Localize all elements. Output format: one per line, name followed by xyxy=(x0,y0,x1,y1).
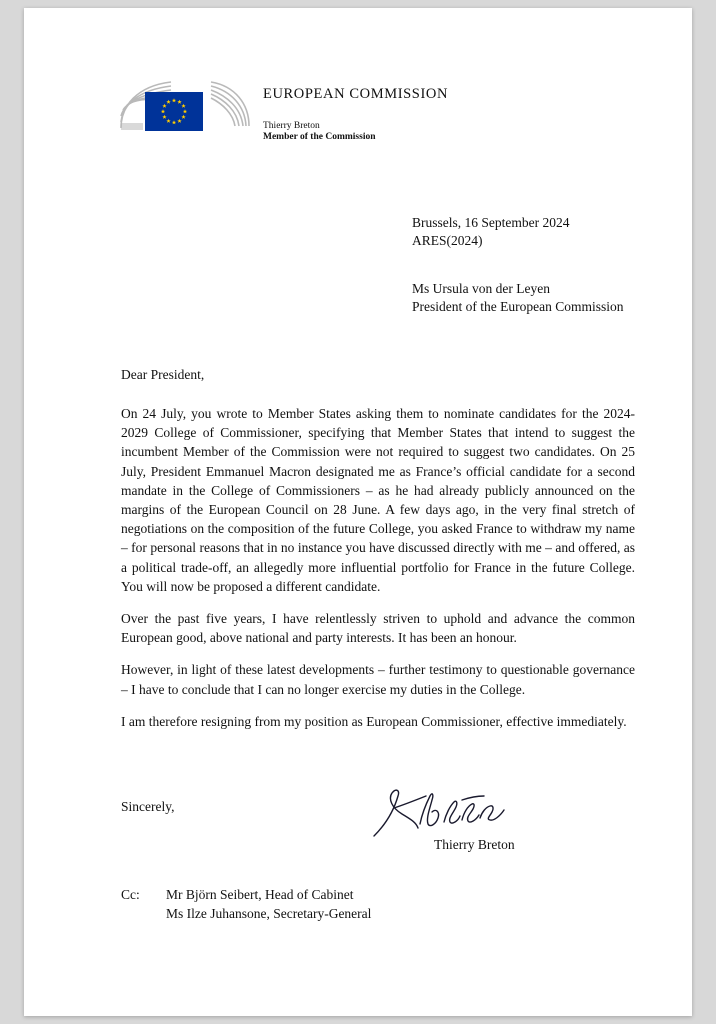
paragraph-2: Over the past five years, I have relentlessly striven to uphold and advance the common European good, above national and party interests. It has been an honour. xyxy=(121,611,635,646)
paragraph-3: However, in light of these latest developments – further testimony to questionable governance – I have to conclude that I can no longer exercise my duties in the College. xyxy=(121,662,635,697)
institution-name: EUROPEAN COMMISSION xyxy=(263,86,449,102)
cc-block xyxy=(121,885,371,923)
sender-name: Thierry Breton xyxy=(263,121,320,131)
addressee-title: President of the European Commission xyxy=(412,299,624,314)
cc-recipient-2: Ms Ilze Juhansone, Secretary-General xyxy=(166,906,372,921)
cc-recipient-1: Mr Björn Seibert, Head of Cabinet xyxy=(166,887,354,902)
paragraph-1: On 24 July, you wrote to Member States asking them to nominate candidates for the 2024-2029 College of Commissioner, specifying that Member States that intend to suggest the incumbent Member of the Commission were not required to suggest two candidates. On 25 July, President Emmanuel Macron designated me as France’s official candidate for a second mandate in the College of Commissioners – as he had already publicly announced on the margins of the European Council on 28 June. A few days ago, in the very final stretch of negotiations on the composition of the future College, you asked France to withdraw my name – for personal reasons that in no instance you have discussed directly with me – and offered, as a political trade-off, an allegedly more influential portfolio for France in the future College. You will now be proposed a different candidate. xyxy=(121,406,635,594)
letter-page xyxy=(24,8,692,1016)
closing: Sincerely, xyxy=(121,799,175,814)
sender-role: Member of the Commission xyxy=(263,132,376,142)
place-and-date xyxy=(412,214,570,250)
eu-commission-logo xyxy=(119,76,251,132)
reference-line: ARES(2024) xyxy=(412,233,483,248)
cc-recipients xyxy=(166,885,371,923)
addressee-name: Ms Ursula von der Leyen xyxy=(412,281,550,296)
addressee-block xyxy=(412,280,623,316)
salutation: Dear President, xyxy=(121,367,205,382)
letter-body xyxy=(121,404,635,744)
paragraph-4: I am therefore resigning from my position as European Commissioner, effective immediately. xyxy=(121,713,627,729)
eu-flag-icon xyxy=(145,92,203,131)
letterhead-text xyxy=(263,86,448,142)
place-date-line: Brussels, 16 September 2024 xyxy=(412,215,570,230)
letterhead xyxy=(119,76,579,148)
signature-name: Thierry Breton xyxy=(434,837,515,852)
cc-label: Cc: xyxy=(121,887,140,902)
